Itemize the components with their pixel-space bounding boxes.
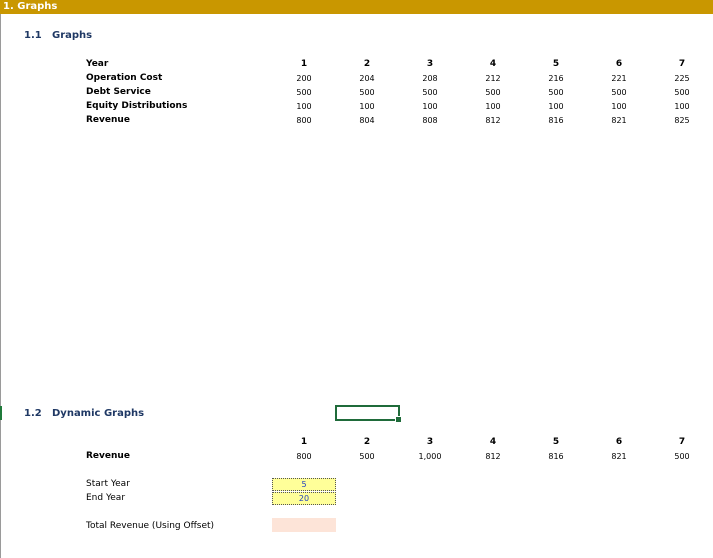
dynamic-year-cell-3[interactable]: 3 xyxy=(426,437,434,447)
debt-service-cell-5[interactable]: 500 xyxy=(548,88,564,97)
year-cell-7[interactable]: 7 xyxy=(678,59,686,69)
revenue-cell-1[interactable]: 800 xyxy=(296,116,312,125)
year-cell-1[interactable]: 1 xyxy=(300,59,308,69)
debt-service-cell-7[interactable]: 500 xyxy=(674,88,690,97)
active-row-marker xyxy=(0,406,2,420)
revenue-cell-4[interactable]: 812 xyxy=(485,116,501,125)
debt-service-cell-3[interactable]: 500 xyxy=(422,88,438,97)
row-label-debt-service[interactable]: Debt Service xyxy=(86,87,151,97)
section-1-1-heading xyxy=(24,30,92,41)
dynamic-year-cell-5[interactable]: 5 xyxy=(552,437,560,447)
equity-distributions-cell-2[interactable]: 100 xyxy=(359,102,375,111)
operation-cost-cell-1[interactable]: 200 xyxy=(296,74,312,83)
debt-service-cell-2[interactable]: 500 xyxy=(359,88,375,97)
fill-handle[interactable] xyxy=(395,416,402,423)
column-border xyxy=(0,14,1,558)
row-label-operation-cost[interactable]: Operation Cost xyxy=(86,73,163,83)
section-1-2-title: Dynamic Graphs xyxy=(52,408,145,419)
year-cell-4[interactable]: 4 xyxy=(489,59,497,69)
revenue-cell-3[interactable]: 808 xyxy=(422,116,438,125)
year-cell-6[interactable]: 6 xyxy=(615,59,623,69)
section-1-2-number: 1.2 xyxy=(24,408,42,419)
debt-service-cell-1[interactable]: 500 xyxy=(296,88,312,97)
dynamic-year-cell-1[interactable]: 1 xyxy=(300,437,308,447)
equity-distributions-cell-4[interactable]: 100 xyxy=(485,102,501,111)
dynamic-year-cell-6[interactable]: 6 xyxy=(615,437,623,447)
equity-distributions-cell-7[interactable]: 100 xyxy=(674,102,690,111)
equity-distributions-cell-1[interactable]: 100 xyxy=(296,102,312,111)
dynamic-revenue-cell-1[interactable]: 800 xyxy=(296,452,312,461)
dynamic-revenue-cell-7[interactable]: 500 xyxy=(674,452,690,461)
row-label-year[interactable]: Year xyxy=(86,59,109,69)
row-label-revenue[interactable]: Revenue xyxy=(86,115,130,125)
total-revenue-label: Total Revenue (Using Offset) xyxy=(86,521,215,531)
dynamic-row-label-revenue[interactable]: Revenue xyxy=(86,451,130,461)
section-1-2-heading xyxy=(24,408,144,419)
equity-distributions-cell-5[interactable]: 100 xyxy=(548,102,564,111)
selected-cell[interactable] xyxy=(335,405,400,421)
end-year-input[interactable]: 20 xyxy=(272,492,336,505)
operation-cost-cell-6[interactable]: 221 xyxy=(611,74,627,83)
operation-cost-cell-4[interactable]: 212 xyxy=(485,74,501,83)
section-1-1-title: Graphs xyxy=(52,30,93,41)
operation-cost-cell-3[interactable]: 208 xyxy=(422,74,438,83)
dynamic-year-cell-7[interactable]: 7 xyxy=(678,437,686,447)
section-header-title: 1. Graphs xyxy=(3,1,58,12)
dynamic-revenue-cell-2[interactable]: 500 xyxy=(359,452,375,461)
revenue-cell-5[interactable]: 816 xyxy=(548,116,564,125)
section-1-1-number: 1.1 xyxy=(24,30,42,41)
section-header-bar xyxy=(0,0,713,14)
dynamic-revenue-cell-6[interactable]: 821 xyxy=(611,452,627,461)
dynamic-year-cell-4[interactable]: 4 xyxy=(489,437,497,447)
revenue-cell-2[interactable]: 804 xyxy=(359,116,375,125)
operation-cost-cell-5[interactable]: 216 xyxy=(548,74,564,83)
operation-cost-cell-2[interactable]: 204 xyxy=(359,74,375,83)
year-cell-5[interactable]: 5 xyxy=(552,59,560,69)
dynamic-revenue-cell-5[interactable]: 816 xyxy=(548,452,564,461)
revenue-cell-6[interactable]: 821 xyxy=(611,116,627,125)
debt-service-cell-6[interactable]: 500 xyxy=(611,88,627,97)
dynamic-revenue-cell-3[interactable]: 1,000 xyxy=(418,452,442,461)
total-revenue-output[interactable] xyxy=(272,518,336,532)
equity-distributions-cell-3[interactable]: 100 xyxy=(422,102,438,111)
operation-cost-cell-7[interactable]: 225 xyxy=(674,74,690,83)
start-year-input[interactable]: 5 xyxy=(272,478,336,491)
dynamic-year-cell-2[interactable]: 2 xyxy=(363,437,371,447)
end-year-label: End Year xyxy=(86,493,126,503)
dynamic-revenue-cell-4[interactable]: 812 xyxy=(485,452,501,461)
equity-distributions-cell-6[interactable]: 100 xyxy=(611,102,627,111)
debt-service-cell-4[interactable]: 500 xyxy=(485,88,501,97)
row-label-equity-distributions[interactable]: Equity Distributions xyxy=(86,101,188,111)
revenue-cell-7[interactable]: 825 xyxy=(674,116,690,125)
year-cell-2[interactable]: 2 xyxy=(363,59,371,69)
start-year-label: Start Year xyxy=(86,479,130,489)
year-cell-3[interactable]: 3 xyxy=(426,59,434,69)
